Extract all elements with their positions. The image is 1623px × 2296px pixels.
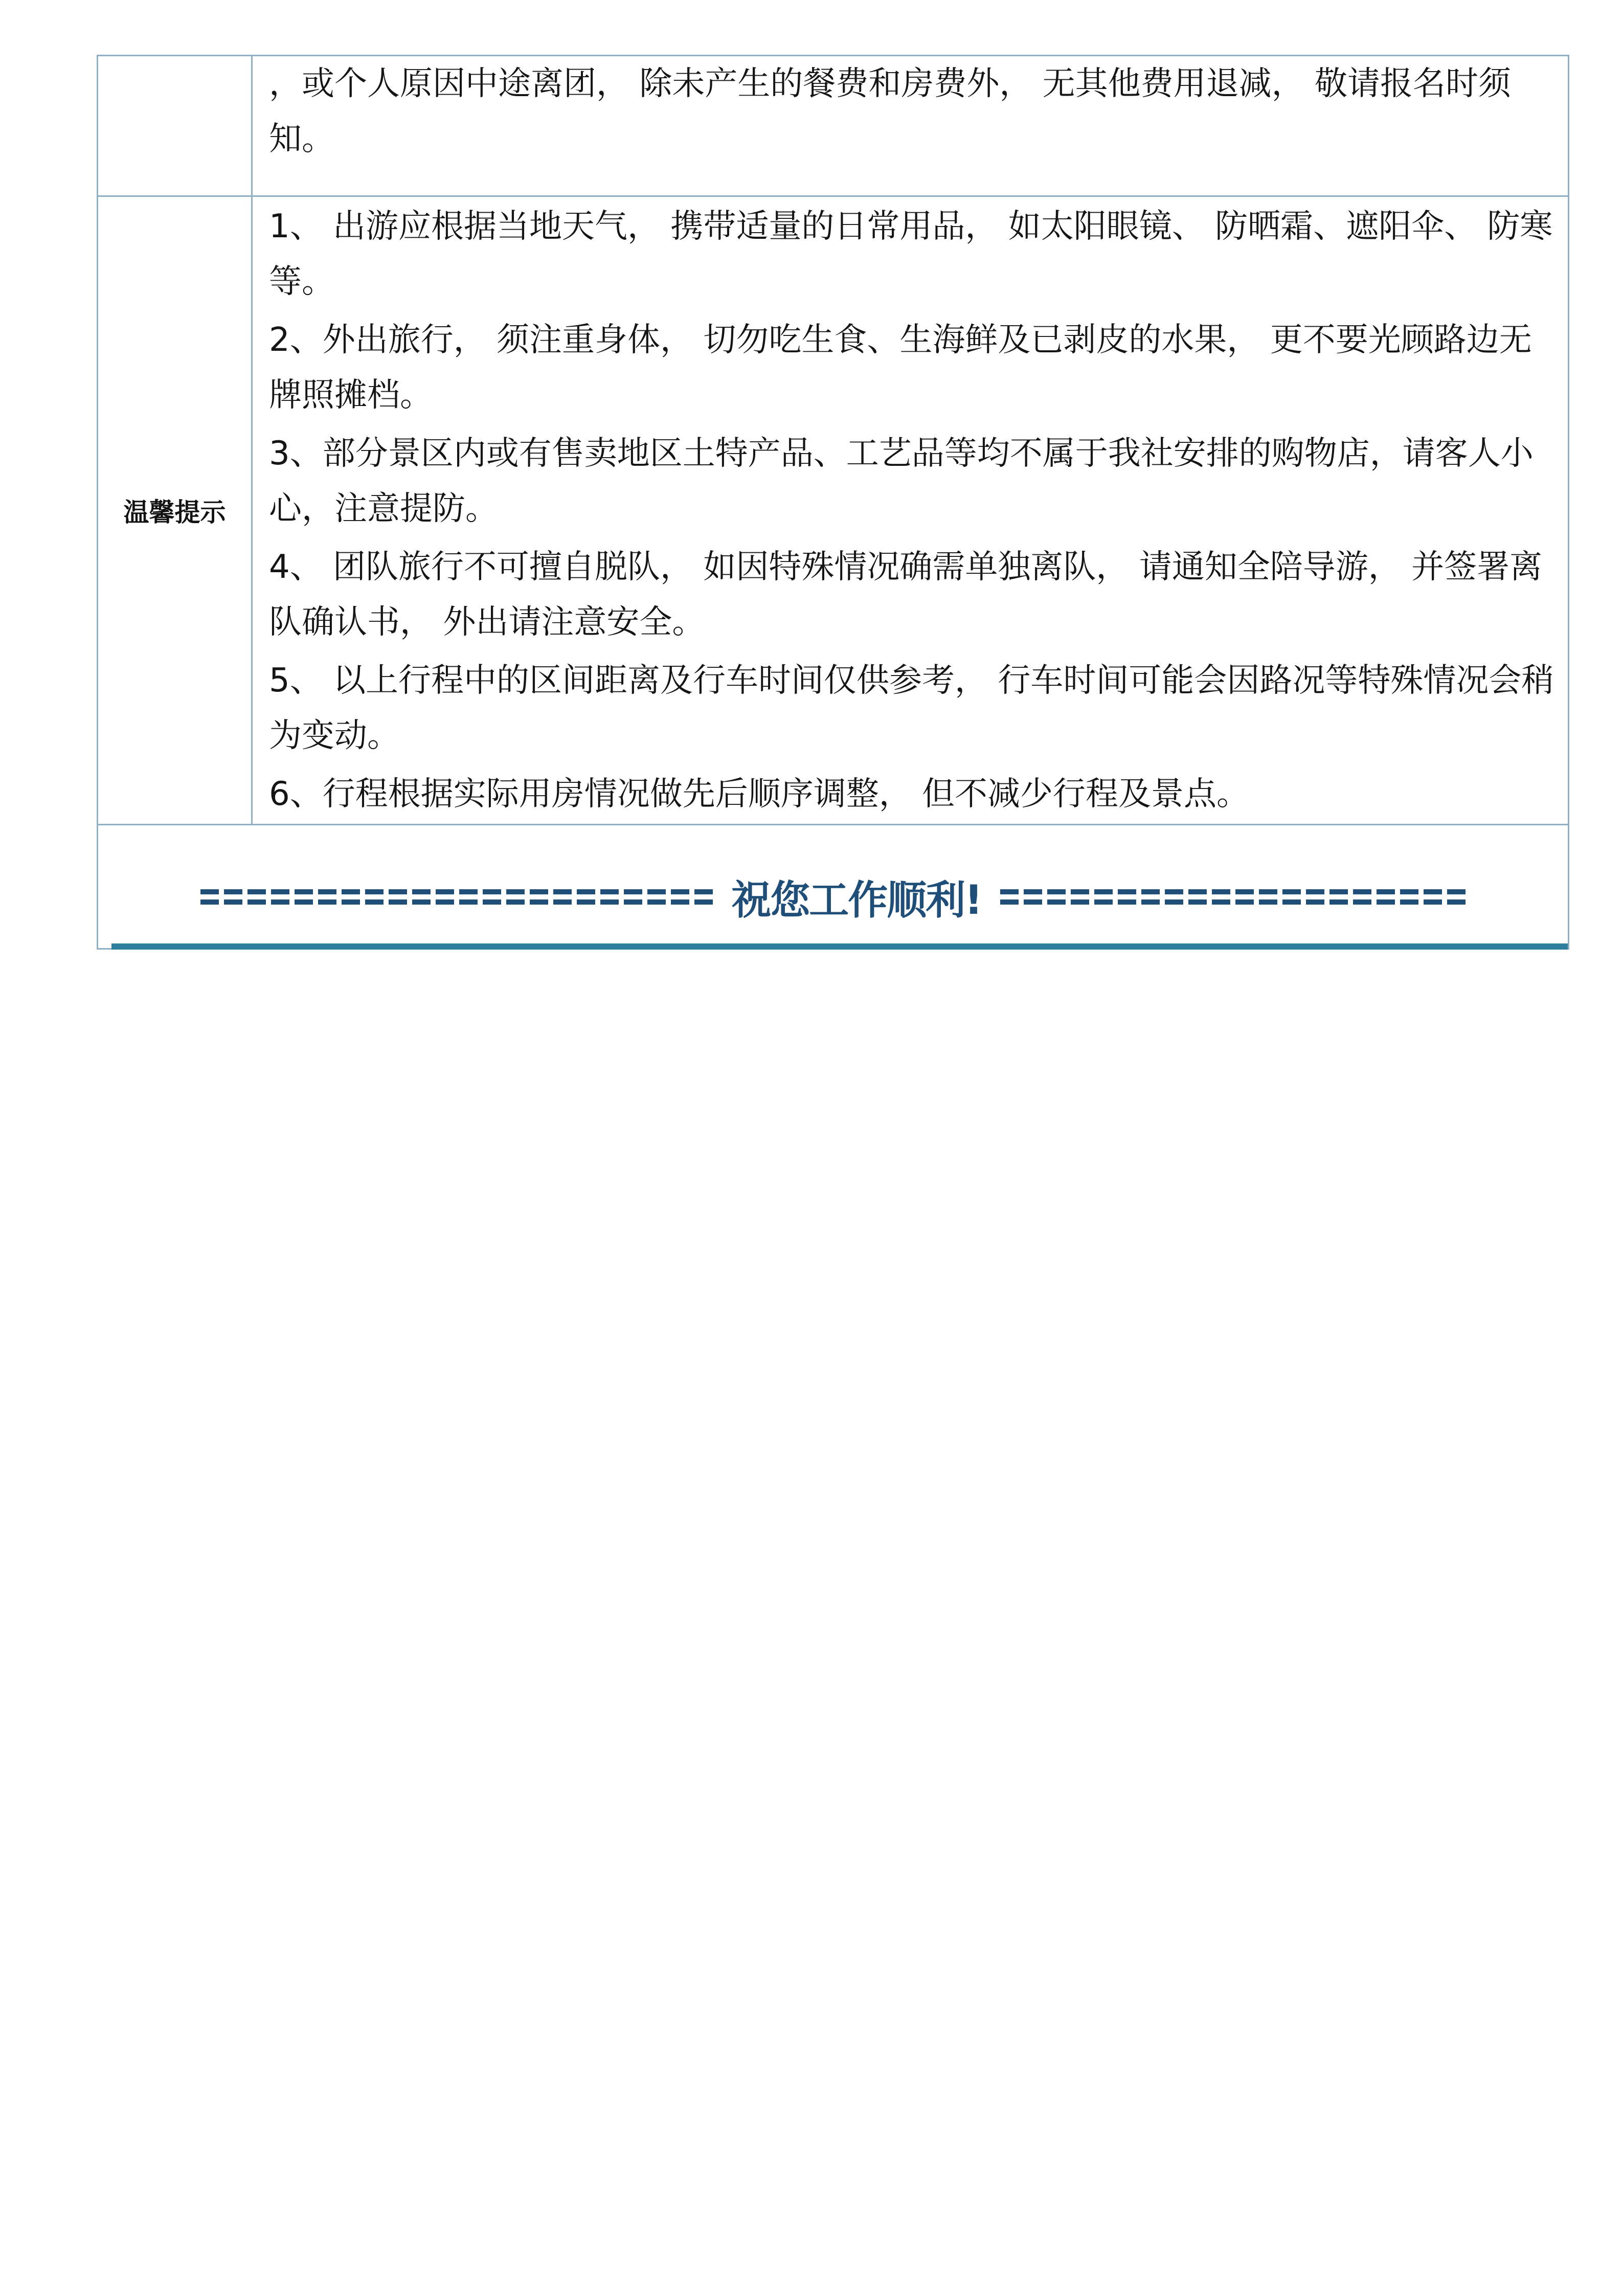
tip-item: 5、 以上行程中的区间距离及行车时间仅供参考， 行车时间可能会因路况等特殊情况会稍为变动。 xyxy=(269,662,1554,755)
dash-segment xyxy=(624,889,642,905)
dash-segment xyxy=(389,889,407,905)
itinerary-table xyxy=(97,55,1569,950)
closing-message: 祝您工作顺利! xyxy=(731,877,982,924)
dash-segment xyxy=(1377,889,1395,905)
dash-segment xyxy=(1188,889,1207,905)
tips-row xyxy=(98,197,1568,825)
tips-label: 温馨提示 xyxy=(123,498,226,527)
dash-segment xyxy=(247,889,266,905)
footer-row xyxy=(98,825,1568,950)
dash-segment xyxy=(671,889,689,905)
dash-segment xyxy=(1024,889,1042,905)
dash-segment xyxy=(483,889,501,905)
tips-label-cell xyxy=(98,197,253,824)
dash-segment xyxy=(530,889,548,905)
dash-segment xyxy=(1282,889,1301,905)
dash-segment xyxy=(342,889,360,905)
right-dash-divider xyxy=(1000,889,1466,905)
dash-segment xyxy=(224,889,242,905)
tip-item: 3、部分景区内或有售卖地区土特产品、工艺品等均不属于我社安排的购物店，请客人小心，注意提防。 xyxy=(269,435,1534,528)
dash-segment xyxy=(1306,889,1324,905)
dash-segment xyxy=(1165,889,1183,905)
dash-segment xyxy=(553,889,572,905)
note-content-cell xyxy=(253,56,1568,195)
dash-segment xyxy=(1071,889,1089,905)
dash-segment xyxy=(1047,889,1066,905)
dash-segment xyxy=(1000,889,1019,905)
dash-segment xyxy=(1400,889,1418,905)
note-row xyxy=(98,56,1568,197)
tip-item: 6、行程根据实际用房情况做先后顺序调整， 但不减少行程及景点。 xyxy=(269,775,1250,813)
tips-content-cell xyxy=(253,197,1568,824)
note-text: ，或个人原因中途离团， 除未产生的餐费和房费外， 无其他费用退减， 敬请报名时须知。 xyxy=(269,65,1512,158)
dash-segment xyxy=(1329,889,1348,905)
dash-segment xyxy=(694,889,713,905)
dash-segment xyxy=(436,889,454,905)
tip-item: 1、 出游应根据当地天气， 携带适量的日常用品， 如太阳眼镜、 防晒霜、遮阳伞、 防寒等。 xyxy=(269,208,1553,301)
dash-segment xyxy=(318,889,336,905)
dash-segment xyxy=(1118,889,1136,905)
dash-segment xyxy=(577,889,595,905)
dash-segment xyxy=(365,889,384,905)
dash-segment xyxy=(1259,889,1277,905)
dash-segment xyxy=(600,889,619,905)
dash-segment xyxy=(271,889,289,905)
dash-segment xyxy=(295,889,313,905)
dash-segment xyxy=(200,889,219,905)
dash-segment xyxy=(1447,889,1466,905)
dash-segment xyxy=(506,889,525,905)
tip-item: 2、外出旅行， 须注重身体， 切勿吃生食、生海鲜及已剥皮的水果， 更不要光顾路边无牌照摊档。 xyxy=(269,321,1532,414)
dash-segment xyxy=(1424,889,1442,905)
left-dash-divider xyxy=(200,889,713,905)
dash-segment xyxy=(459,889,478,905)
dash-segment xyxy=(1094,889,1113,905)
dash-segment xyxy=(647,889,666,905)
dash-segment xyxy=(1212,889,1230,905)
bottom-accent-bar xyxy=(111,943,1568,950)
dash-segment xyxy=(412,889,431,905)
note-label-cell xyxy=(98,56,253,195)
tip-item: 4、 团队旅行不可擅自脱队， 如因特殊情况确需单独离队， 请通知全陪导游， 并签署离队确认书， 外出请注意安全。 xyxy=(269,548,1543,641)
dash-segment xyxy=(1141,889,1160,905)
closing-banner xyxy=(98,866,1568,928)
dash-segment xyxy=(1235,889,1254,905)
dash-segment xyxy=(1353,889,1371,905)
